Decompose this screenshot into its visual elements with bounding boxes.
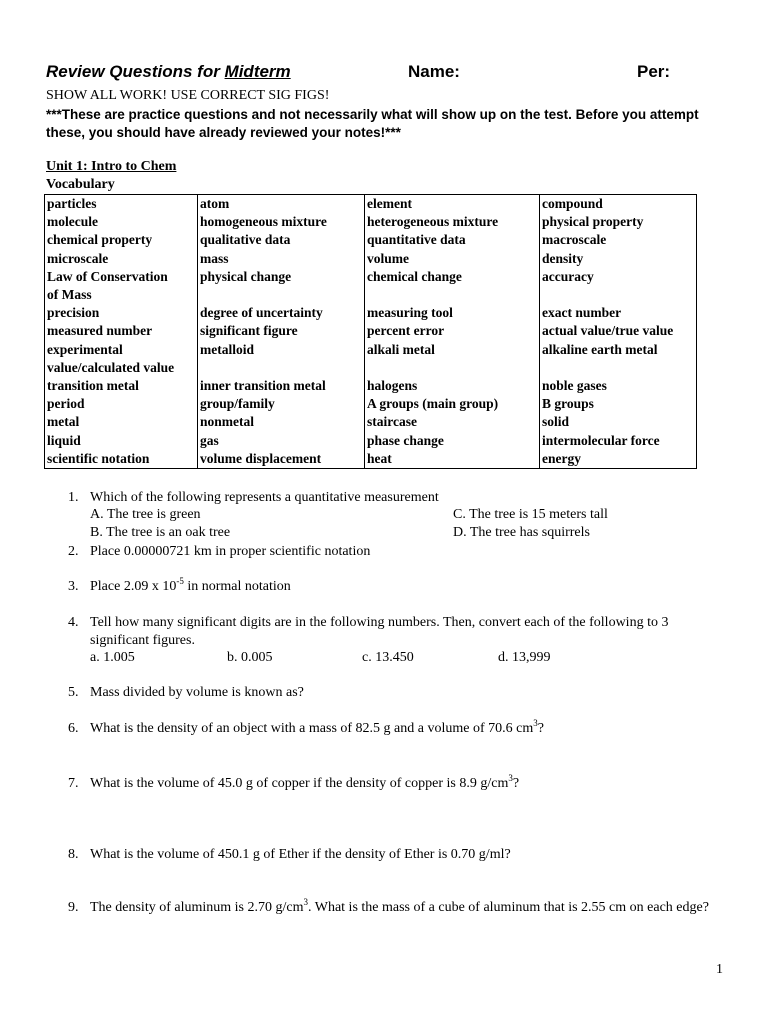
question-text <box>90 899 726 917</box>
vocab-term-line: precision <box>47 305 100 321</box>
vocab-term-line: particles <box>47 196 97 211</box>
vocab-term-line: period <box>47 396 85 412</box>
name-label: Name: <box>408 62 460 81</box>
vocab-term-line: chemical property <box>47 232 153 248</box>
text-part: ? <box>512 776 520 791</box>
option-c: c. 13.450 <box>362 650 414 665</box>
question-text <box>90 775 726 793</box>
vocab-term-line: heat <box>367 450 392 466</box>
vocab-term-line: halogens <box>367 378 418 394</box>
text-part: The density of aluminum is 2.70 g/cm <box>90 900 304 915</box>
title-underlined: Midterm <box>224 62 291 81</box>
vocab-term-line: group/family <box>200 396 275 412</box>
vocab-term-line: exact number <box>542 305 622 321</box>
vocab-term-line: alkaline earth metal <box>542 341 658 357</box>
vocab-term-line: accuracy <box>542 268 594 284</box>
vocab-term-line: volume displacement <box>200 450 322 466</box>
vocab-term-line: macroscale <box>542 232 607 248</box>
vocab-term-line: actual value/true value <box>542 323 674 339</box>
vocab-term-line: mass <box>200 250 229 266</box>
vocab-term-line: quantitative data <box>367 232 466 248</box>
question-number: 6. <box>68 721 79 736</box>
vocab-term-line: percent error <box>367 323 445 339</box>
page-number: 1 <box>716 962 723 977</box>
question-number: 5. <box>68 685 79 700</box>
text-part: What is the density of an object with a mass of 82.5 g and a volume of 70.6 cm <box>90 721 534 736</box>
vocab-term-line: significant figure <box>200 323 298 339</box>
vocab-term-line: measuring tool <box>367 305 453 321</box>
title-prefix: Review Questions for <box>46 62 225 81</box>
vocab-term-line: physical change <box>200 268 292 284</box>
text-part: What is the volume of 45.0 g of copper if the density of copper is 8.9 g/cm <box>90 776 509 791</box>
vocab-term-line: inner transition metal <box>200 378 326 394</box>
question-text: Place 0.00000721 km in proper scientific notation <box>90 544 371 559</box>
text-part: in normal notation <box>183 579 291 594</box>
text-part: . What is the mass of a cube of aluminum that is 2.55 cm on each edge? <box>307 900 709 915</box>
exponent: 3 <box>303 897 308 907</box>
vocab-term-line: noble gases <box>542 378 607 394</box>
vocab-term-line: solid <box>542 414 570 430</box>
question-number: 3. <box>68 579 79 594</box>
option-d: D. The tree has squirrels <box>453 525 590 540</box>
vocab-term-line: energy <box>542 450 581 466</box>
question-number: 4. <box>68 615 79 630</box>
vocab-term-line: microscale <box>47 250 109 266</box>
vocab-term-line: of Mass <box>47 287 92 303</box>
option-b: B. The tree is an oak tree <box>90 525 231 540</box>
question-text <box>90 720 726 738</box>
text-part: Place 2.09 x 10 <box>90 579 177 594</box>
vocab-term-line: value/calculated value <box>47 359 175 375</box>
vocab-term-line: phase change <box>367 432 444 448</box>
vocab-term-line: intermolecular force <box>542 432 660 448</box>
vocab-term-line: B groups <box>542 396 594 412</box>
vocab-term-line: alkali metal <box>367 341 435 357</box>
exponent: -5 <box>176 576 184 586</box>
unit-heading: Unit 1: Intro to Chem <box>46 159 177 174</box>
vocab-term-line: metal <box>47 414 80 430</box>
vocab-term-line: metalloid <box>200 341 254 357</box>
option-c: C. The tree is 15 meters tall <box>453 507 608 522</box>
vocab-term-line: compound <box>542 196 603 211</box>
vocab-term-line: measured number <box>47 323 153 339</box>
vocab-term-line: homogeneous mixture <box>200 214 327 230</box>
vocab-term-line: gas <box>200 432 219 448</box>
vocab-term-line: molecule <box>47 214 98 230</box>
vocab-term-line: staircase <box>367 414 417 430</box>
question-text: Which of the following represents a quantitative measurement <box>90 490 439 505</box>
exponent: 3 <box>533 718 538 728</box>
vocab-term-line: heterogeneous mixture <box>367 214 499 230</box>
vocab-term-line: atom <box>200 196 230 211</box>
exponent: 3 <box>508 773 513 783</box>
option-b: b. 0.005 <box>227 650 273 665</box>
vocab-term-line: physical property <box>542 214 644 230</box>
vocab-term-line: liquid <box>47 432 81 448</box>
question-text: Mass divided by volume is known as? <box>90 685 304 700</box>
vocabulary-label: Vocabulary <box>46 177 115 192</box>
vocab-term-line: A groups (main group) <box>367 396 499 412</box>
question-number: 7. <box>68 776 79 791</box>
vocab-term-line: experimental <box>47 341 123 357</box>
disclaimer: ***These are practice questions and not necessarily what will show up on the test. Before you attempt these, you should have already reviewed your notes!*** <box>46 107 699 140</box>
period-label: Per: <box>637 62 671 81</box>
vocab-term-line: qualitative data <box>200 232 291 248</box>
vocab-term-line: transition metal <box>47 378 139 394</box>
question-number: 8. <box>68 847 79 862</box>
option-d: d. 13,999 <box>498 650 551 665</box>
vocab-term-line: volume <box>367 250 409 266</box>
question-text: What is the volume of 450.1 g of Ether if the density of Ether is 0.70 g/ml? <box>90 847 511 862</box>
vocab-term-line: chemical change <box>367 268 462 284</box>
text-part: ? <box>537 721 544 736</box>
vocab-term-line: scientific notation <box>47 450 150 466</box>
vocab-term-line: degree of uncertainty <box>200 305 323 321</box>
option-a: a. 1.005 <box>90 650 135 665</box>
question-number: 9. <box>68 900 79 915</box>
vocab-term-line: density <box>542 250 584 266</box>
vocab-term-line: nonmetal <box>200 414 254 430</box>
question-text: Tell how many significant digits are in the following numbers. Then, convert each of the following to 3 significant figures. <box>90 615 669 648</box>
option-a: A. The tree is green <box>90 507 201 522</box>
vocab-term-line: Law of Conservation <box>47 268 168 284</box>
question-text <box>90 578 726 596</box>
question-number: 2. <box>68 544 79 559</box>
vocab-term-line: element <box>367 196 412 211</box>
show-work-instruction: SHOW ALL WORK! USE CORRECT SIG FIGS! <box>46 88 330 103</box>
question-number: 1. <box>68 490 79 505</box>
